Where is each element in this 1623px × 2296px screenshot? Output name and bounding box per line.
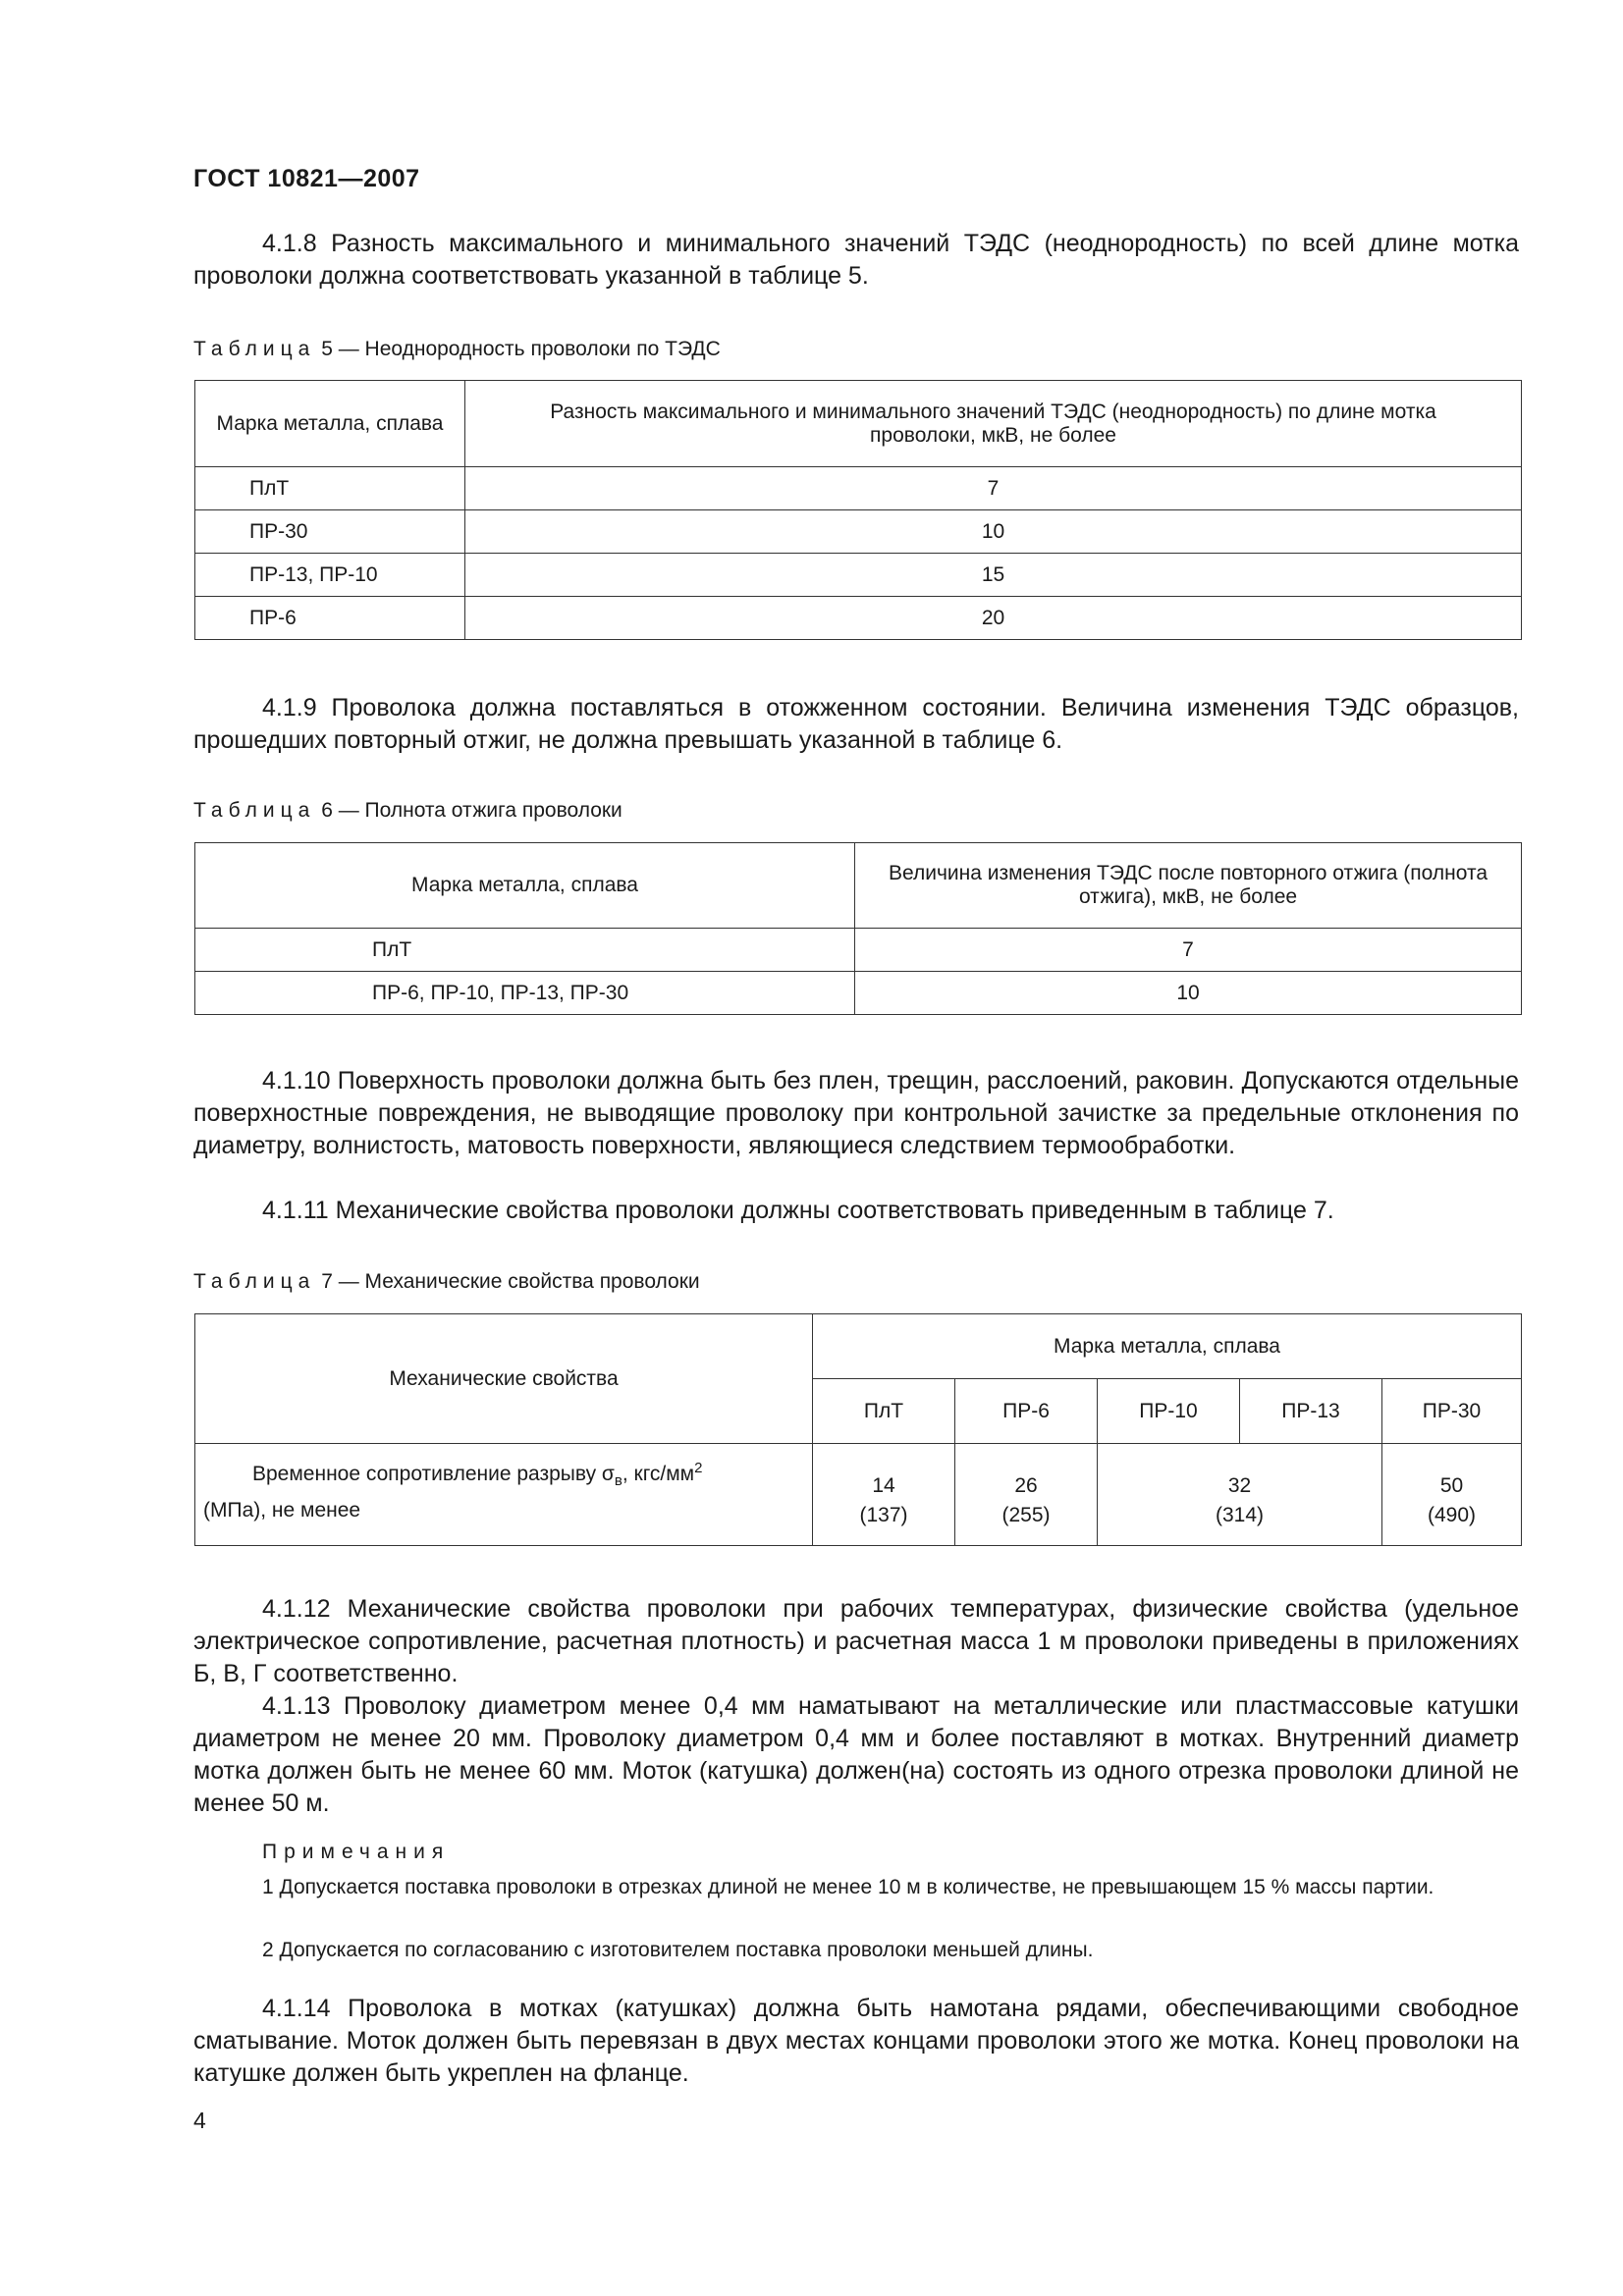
table7-header-properties: Механические свойства <box>195 1314 813 1444</box>
table5-caption-text: 5 — Неоднородность проволоки по ТЭДС <box>321 338 721 360</box>
table7-value-plt-mpa: (137) <box>859 1503 908 1526</box>
table7-header-row-1 <box>195 1314 1522 1379</box>
table6-caption <box>193 798 622 824</box>
table7-value-pr10-mpa: (314) <box>1215 1503 1265 1526</box>
paragraph-4-1-14: 4.1.14 Проволока в мотках (катушках) должна быть намотана рядами, обеспечивающими свободное сматывание. Моток должен быть перевязан в двух местах концами проволоки этого же мотка. Конец проволоки на катушке должен быть укреплен на фланце. <box>193 1995 1519 2087</box>
table7-value-pr10-main: 32 <box>1227 1473 1252 1497</box>
table5-grade-cell: ПР-30 <box>195 510 465 554</box>
table6-value-cell: 7 <box>855 929 1522 972</box>
standard-header: ГОСТ 10821—2007 <box>193 165 420 192</box>
paragraph-4-1-8: 4.1.8 Разность максимального и минимального значений ТЭДС (неоднородность) по всей длине мотка проволоки должна соответствовать указанной в таблице 5. <box>193 230 1519 290</box>
table7-label-c: (МПа), не менее <box>203 1499 361 1522</box>
table5-header-emf: Разность максимального и минимального значений ТЭДС (неоднородность) по длине мотка проволоки, мкВ, не более <box>465 381 1522 467</box>
paragraph-4-1-10: 4.1.10 Поверхность проволоки должна быть без плен, трещин, расслоений, раковин. Допускаются отдельные поверхностные повреждения, не выводящие проволоку при контрольной зачистке за предельные отклонения по диаметру, волнистость, матовость поверхности, являющиеся следствием термообработки. <box>193 1067 1519 1159</box>
table6-value-cell: 10 <box>855 972 1522 1015</box>
table7-row-label <box>195 1444 813 1546</box>
notes-heading: Примечания <box>262 1841 451 1863</box>
table5-value-cell: 15 <box>465 554 1522 597</box>
note-2: 2 Допускается по согласованию с изготовителем поставка проволоки меньшей длины. <box>262 1939 1094 1961</box>
table7-value-pr30-mpa: (490) <box>1427 1503 1477 1526</box>
table6-header-row <box>195 843 1522 929</box>
table5-grade-cell: ПР-6 <box>195 597 465 640</box>
table7-header-grade-group: Марка металла, сплава <box>813 1314 1522 1379</box>
table7-col-pr30: ПР-30 <box>1382 1379 1522 1444</box>
table-6 <box>194 842 1522 1015</box>
table7-col-pr6: ПР-6 <box>955 1379 1098 1444</box>
table-row <box>195 929 1522 972</box>
table7-value-plt <box>813 1444 955 1546</box>
table6-header-annealing: Величина изменения ТЭДС после повторного отжига (полнота отжига), мкВ, не более <box>855 843 1522 929</box>
table7-row-label-line1 <box>203 1454 804 1496</box>
table5-grade-cell: ПР-13, ПР-10 <box>195 554 465 597</box>
table7-label-sup: 2 <box>694 1460 703 1476</box>
table7-value-pr6 <box>955 1444 1098 1546</box>
table-row <box>195 554 1522 597</box>
table5-header-grade: Марка металла, сплава <box>195 381 465 467</box>
table7-value-pr10-pr13 <box>1098 1444 1382 1546</box>
table7-col-plt: ПлТ <box>813 1379 955 1444</box>
paragraph-4-1-13: 4.1.13 Проволоку диаметром менее 0,4 мм наматывают на металлические или пластмассовые катушки диаметром не менее 20 мм. Проволоку диаметром 0,4 мм и более поставляют в мотках. Внутренний диаметр мотка должен быть не менее 60 мм. Моток (катушка) должен(на) состоять из одного отрезка проволоки длиной не менее 50 м. <box>193 1692 1519 1817</box>
table7-label-a: Временное сопротивление разрыву σ <box>252 1463 615 1485</box>
table7-value-pr6-mpa: (255) <box>1001 1503 1051 1526</box>
table-5 <box>194 380 1522 640</box>
table7-label-sub: в <box>614 1472 622 1490</box>
paragraph-4-1-12: 4.1.12 Механические свойства проволоки при рабочих температурах, физические свойства (удельное электрическое сопротивление, расчетная плотность) и расчетная масса 1 м проволоки приведены в приложениях Б, В, Г соответственно. <box>193 1595 1519 1687</box>
table5-caption-word: Таблица <box>193 338 316 360</box>
table7-label-b: , кгс/мм <box>622 1463 695 1485</box>
table-row <box>195 597 1522 640</box>
table7-col-pr13: ПР-13 <box>1240 1379 1382 1444</box>
table6-caption-text: 6 — Полнота отжига проволоки <box>321 799 622 822</box>
paragraph-4-1-11: 4.1.11 Механические свойства проволоки должны соответствовать приведенным в таблице 7. <box>262 1197 1334 1224</box>
table6-header-grade: Марка металла, сплава <box>195 843 855 929</box>
table7-caption-text: 7 — Механические свойства проволоки <box>321 1270 700 1293</box>
table7-value-plt-main: 14 <box>872 1473 895 1497</box>
table5-value-cell: 7 <box>465 467 1522 510</box>
table-row <box>195 467 1522 510</box>
page-number: 4 <box>193 2108 206 2133</box>
table5-value-cell: 10 <box>465 510 1522 554</box>
table5-header-row <box>195 381 1522 467</box>
table5-grade-cell: ПлТ <box>195 467 465 510</box>
table-row <box>195 972 1522 1015</box>
table7-caption-word: Таблица <box>193 1270 316 1293</box>
table7-caption <box>193 1269 700 1295</box>
note-1: 1 Допускается поставка проволоки в отрезках длиной не менее 10 м в количестве, не превышающем 15 % массы партии. <box>262 1876 1434 1898</box>
table5-caption <box>193 337 721 362</box>
table6-grade-cell: ПлТ <box>195 929 855 972</box>
table7-value-pr30 <box>1382 1444 1522 1546</box>
table7-col-pr10: ПР-10 <box>1098 1379 1240 1444</box>
table5-value-cell: 20 <box>465 597 1522 640</box>
paragraph-4-1-9: 4.1.9 Проволока должна поставляться в отожженном состоянии. Величина изменения ТЭДС образцов, прошедших повторный отжиг, не должна превышать указанной в таблице 6. <box>193 694 1519 754</box>
table6-grade-cell: ПР-6, ПР-10, ПР-13, ПР-30 <box>195 972 855 1015</box>
table-row <box>195 1444 1522 1546</box>
table-row <box>195 510 1522 554</box>
table6-caption-word: Таблица <box>193 799 316 822</box>
table-7 <box>194 1313 1522 1546</box>
table7-value-pr30-main: 50 <box>1439 1473 1464 1497</box>
table7-value-pr6-main: 26 <box>1014 1473 1038 1497</box>
